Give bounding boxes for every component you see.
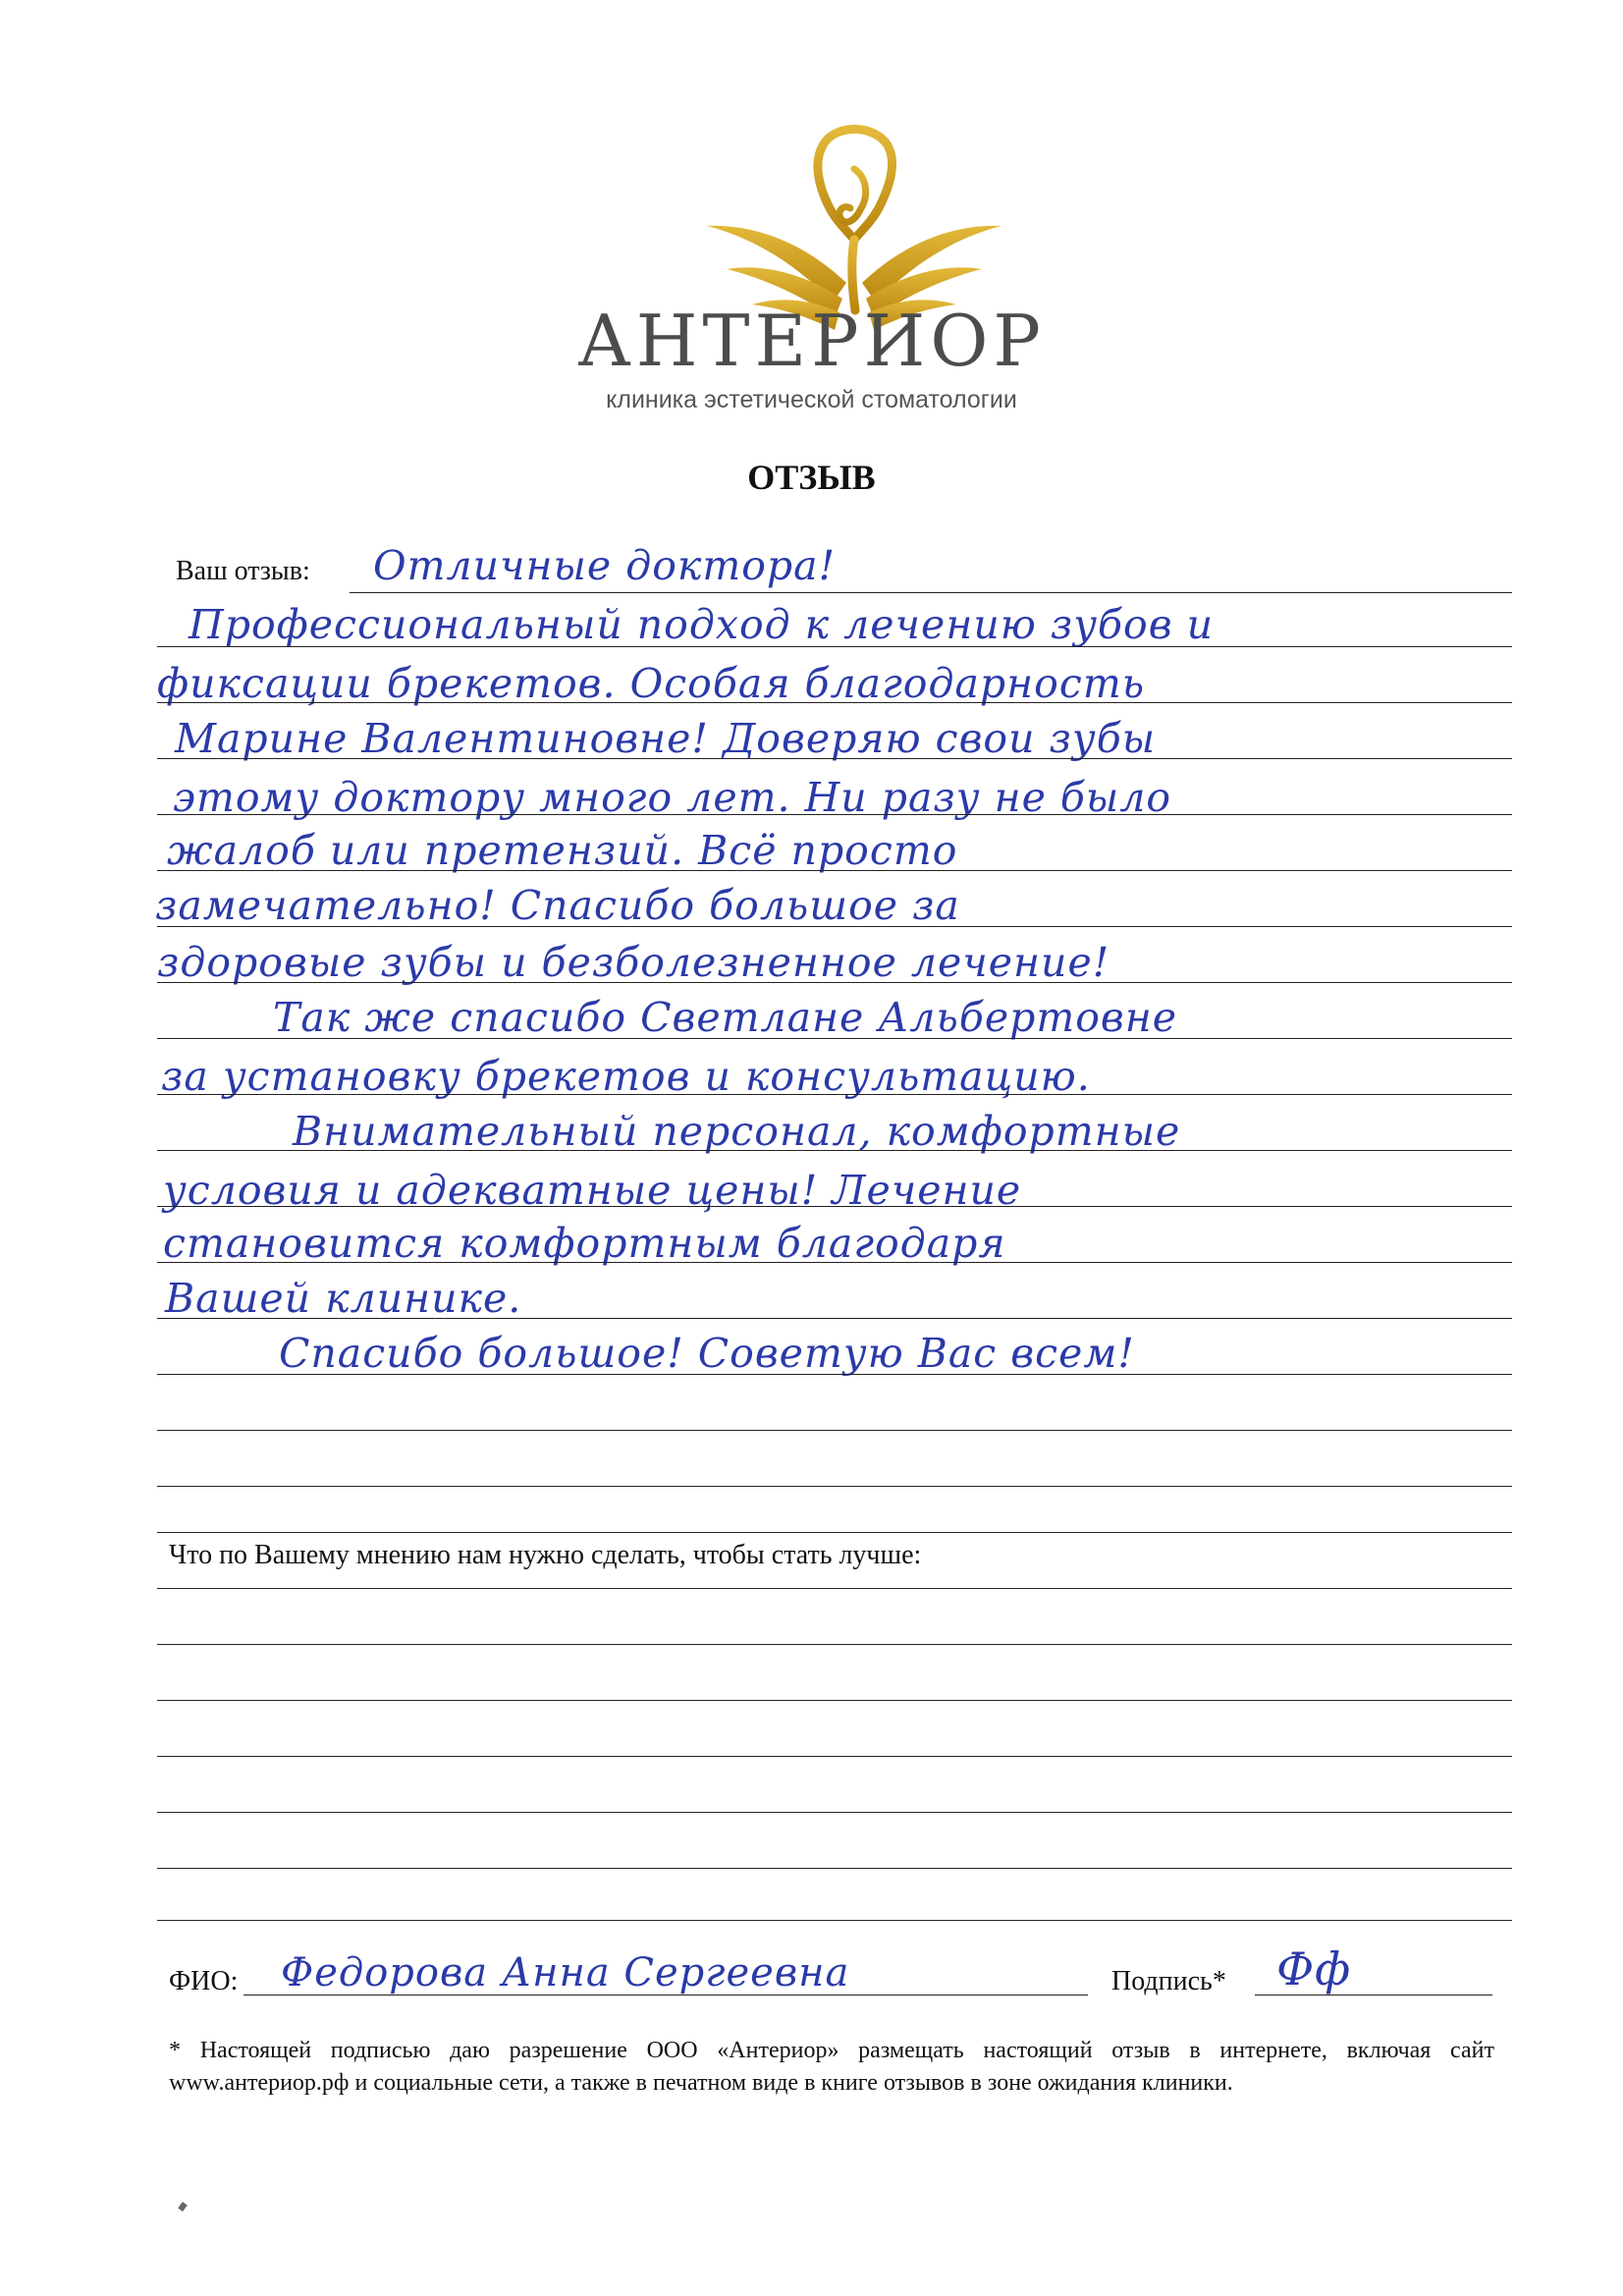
ruled-line bbox=[157, 1868, 1512, 1869]
review-line: Отличные доктора! bbox=[373, 542, 837, 589]
ruled-line bbox=[157, 870, 1512, 871]
review-line: Марине Валентиновне! Доверяю свои зубы bbox=[175, 715, 1157, 762]
review-line: здоровые зубы и безболезненное лечение! bbox=[157, 939, 1110, 986]
review-line: Так же спасибо Светлане Альбертовне bbox=[273, 994, 1178, 1041]
ruled-line bbox=[157, 1094, 1512, 1095]
ruled-line bbox=[157, 1374, 1512, 1375]
review-line: Спасибо большое! Советую Вас всем! bbox=[279, 1330, 1135, 1377]
ruled-line bbox=[157, 1532, 1512, 1533]
ruled-line bbox=[157, 1206, 1512, 1207]
ruled-line bbox=[157, 1920, 1512, 1921]
ruled-line bbox=[157, 1486, 1512, 1487]
name-label: ФИО: bbox=[169, 1966, 239, 1996]
review-line: фиксации брекетов. Особая благодарность bbox=[157, 660, 1146, 707]
ruled-line bbox=[157, 646, 1512, 647]
signature-value: Фф bbox=[1276, 1942, 1352, 1995]
ruled-line bbox=[157, 814, 1512, 815]
review-line: Вашей клинике. bbox=[165, 1275, 522, 1322]
signature-label: Подпись* bbox=[1111, 1966, 1226, 1996]
consent-footnote: * Настоящей подписью даю разрешение ООО «Антериор» размещать настоящий отзыв в интернете, включая сайт www.антериор.рф и социальные сети, а также в печатном виде в книге отзывов в зоне ожидания клиники. bbox=[169, 2038, 1494, 2096]
review-line: жалоб или претензий. Всё просто bbox=[167, 827, 958, 874]
ruled-line bbox=[157, 1262, 1512, 1263]
stray-mark bbox=[178, 2202, 188, 2212]
ruled-line bbox=[157, 1644, 1512, 1645]
ruled-line bbox=[157, 1150, 1512, 1151]
ruled-line bbox=[157, 1038, 1512, 1039]
review-line: становится комфортным благодаря bbox=[163, 1220, 1006, 1267]
form-title: ОТЗЫВ bbox=[747, 458, 876, 497]
ruled-line bbox=[157, 926, 1512, 927]
review-line: замечательно! Спасибо большое за bbox=[155, 882, 960, 929]
review-line: Внимательный персонал, комфортные bbox=[293, 1108, 1181, 1155]
ruled-line bbox=[157, 1812, 1512, 1813]
ruled-line bbox=[157, 758, 1512, 759]
ruled-line bbox=[157, 1588, 1512, 1589]
review-line: за установку брекетов и консультацию. bbox=[161, 1053, 1091, 1100]
brand-tagline: клиника эстетической стоматологии bbox=[606, 386, 1017, 413]
ruled-line bbox=[157, 982, 1512, 983]
review-line: этому доктору много лет. Ни разу не было bbox=[173, 774, 1172, 821]
ruled-line bbox=[350, 592, 1512, 593]
review-line: Профессиональный подход к лечению зубов и bbox=[189, 601, 1215, 648]
ruled-line bbox=[157, 1700, 1512, 1701]
ruled-line bbox=[157, 1430, 1512, 1431]
name-value: Федорова Анна Сергеевна bbox=[281, 1950, 850, 1995]
ruled-line bbox=[157, 1756, 1512, 1757]
ruled-line bbox=[157, 702, 1512, 703]
review-label: Ваш отзыв: bbox=[176, 556, 310, 586]
review-line: условия и адекватные цены! Лечение bbox=[163, 1167, 1022, 1214]
brand-name: АНТЕРИОР bbox=[577, 300, 1046, 382]
improve-label: Что по Вашему мнению нам нужно сделать, чтобы стать лучше: bbox=[169, 1540, 922, 1570]
ruled-line bbox=[157, 1318, 1512, 1319]
